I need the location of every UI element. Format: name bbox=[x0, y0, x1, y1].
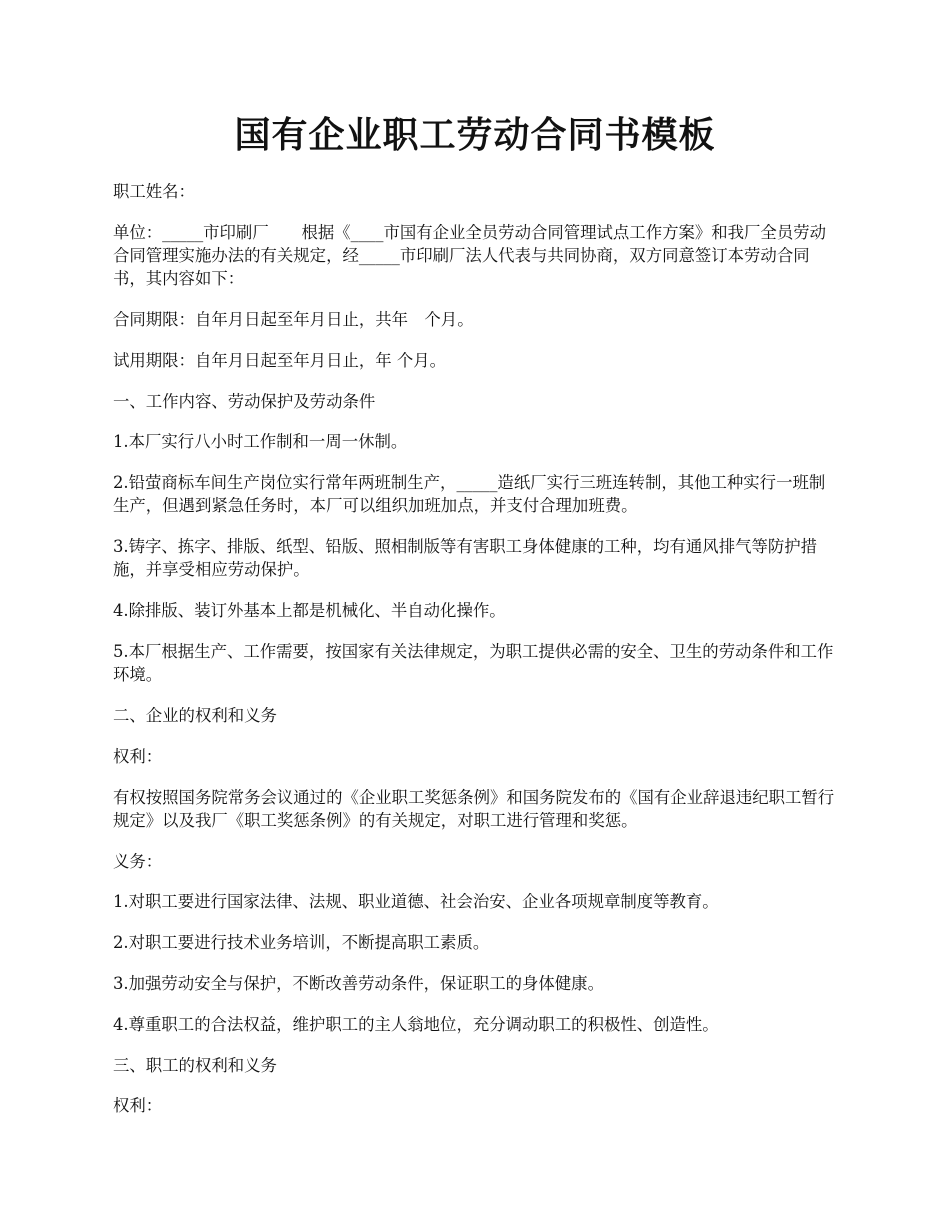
clause-paragraph: 3.加强劳动安全与保护，不断改善劳动条件，保证职工的身体健康。 bbox=[113, 973, 604, 993]
preamble-paragraph: 单位：_____市印刷厂 根据《____市国有企业全员劳动合同管理试点工作方案》和我厂全员劳动合同管理实施办法的有关规定，经_____市印刷厂法人代表与共同协商，双方同意签订本劳动合同书，其内容如下： bbox=[113, 222, 826, 289]
field-employee-name: 职工姓名： bbox=[113, 182, 195, 201]
probation-term: 试用期限：自年月日起至年月日止，年 个月。 bbox=[113, 350, 447, 370]
contract-term: 合同期限：自年月日起至年月日止，共年 个月。 bbox=[113, 310, 474, 329]
clause-paragraph: 5.本厂根据生产、工作需要，按国家有关法律规定，为职工提供必需的安全、卫生的劳动条件和工作环境。 bbox=[113, 641, 834, 685]
document-title: 国有企业职工劳动合同书模板 bbox=[234, 114, 716, 156]
clause-paragraph: 4.除排版、装订外基本上都是机械化、半自动化操作。 bbox=[113, 601, 506, 621]
clause-paragraph: 有权按照国务院常务会议通过的《企业职工奖惩条例》和国务院发布的《国有企业辞退违纪职工暂行规定》以及我厂《职工奖惩条例》的有关规定，对职工进行管理和奖惩。 bbox=[113, 787, 835, 830]
section-heading-enterprise: 二、企业的权利和义务 bbox=[113, 705, 277, 725]
document-body bbox=[113, 180, 840, 1135]
clause-paragraph: 2.对职工要进行技术业务培训，不断提高职工素质。 bbox=[113, 933, 490, 953]
clause-paragraph: 3.铸字、拣字、排版、纸型、铅版、照相制版等有害职工身体健康的工种，均有通风排气等防护措施，并享受相应劳动保护。 bbox=[113, 537, 818, 580]
clause-paragraph: 1.对职工要进行国家法律、法规、职业道德、社会治安、企业各项规章制度等教育。 bbox=[113, 892, 719, 912]
clause-paragraph: 1.本厂实行八小时工作制和一周一休制。 bbox=[113, 432, 408, 452]
section-heading-employee: 三、职工的权利和义务 bbox=[113, 1055, 277, 1075]
subheading-duties: 义务： bbox=[113, 851, 163, 871]
clause-paragraph: 4.尊重职工的合法权益，维护职工的主人翁地位，充分调动职工的积极性、创造性。 bbox=[113, 1014, 719, 1034]
subheading-rights: 权利： bbox=[113, 1096, 163, 1116]
clause-paragraph: 2.铅萤商标车间生产岗位实行常年两班制生产，_____造纸厂实行三班连转制，其他工种实行一班制生产，但遇到紧急任务时，本厂可以组织加班加点，并支付合理加班费。 bbox=[113, 473, 826, 516]
section-heading-work: 一、工作内容、劳动保护及劳动条件 bbox=[113, 391, 376, 411]
subheading-rights: 权利： bbox=[113, 746, 163, 766]
